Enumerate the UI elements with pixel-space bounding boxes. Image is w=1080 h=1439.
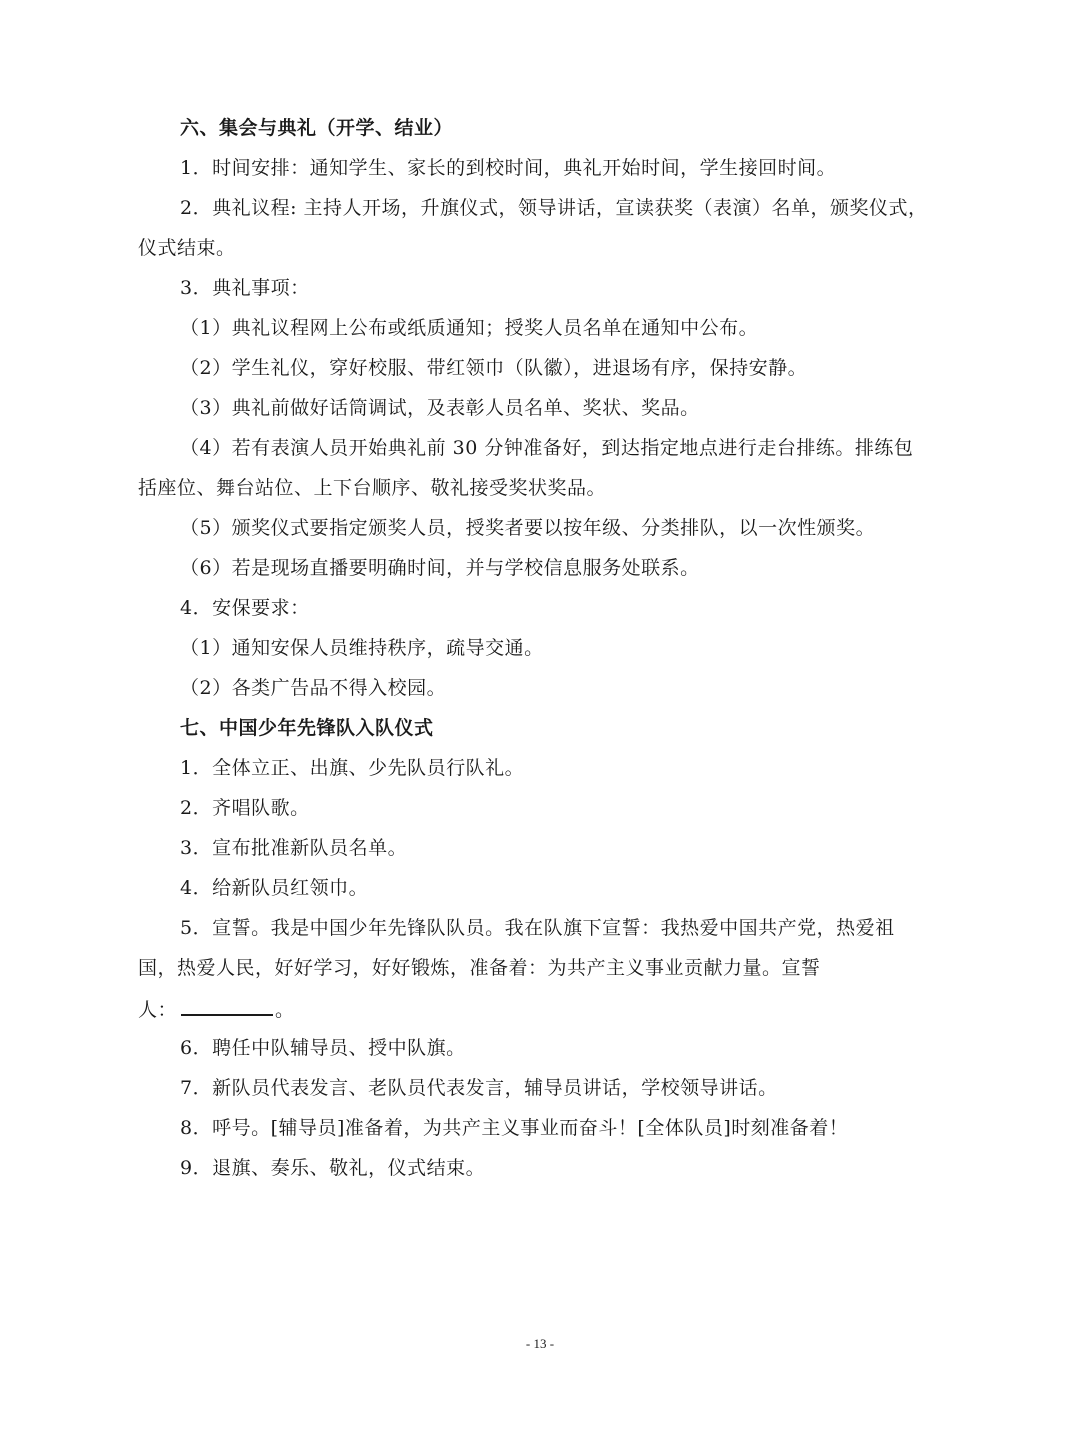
section-7-item-8: 8．呼号。[辅导员]准备着，为共产主义事业而奋斗！[全体队员]时刻准备着！ bbox=[180, 1117, 849, 1139]
section-7-item-3: 3．宣布批准新队员名单。 bbox=[180, 837, 408, 859]
section-6-item-3-sub-2: （2）学生礼仪，穿好校服、带红领巾（队徽），进退场有序，保持安静。 bbox=[180, 357, 808, 379]
section-6-item-4-sub-2: （2）各类广告品不得入校园。 bbox=[180, 677, 447, 699]
section-6-item-3-sub-3: （3）典礼前做好话筒调试，及表彰人员名单、奖状、奖品。 bbox=[180, 397, 700, 419]
section-6-item-4-sub-1: （1）通知安保人员维持秩序，疏导交通。 bbox=[180, 637, 544, 659]
section-7-item-9: 9．退旗、奏乐、敬礼，仪式结束。 bbox=[180, 1157, 486, 1179]
section-6-heading: 六、集会与典礼（开学、结业） bbox=[180, 117, 454, 139]
page-number: - 13 - bbox=[525, 1336, 555, 1351]
oath-name-blank bbox=[181, 996, 273, 1016]
section-6-item-3: 3．典礼事项： bbox=[180, 277, 310, 299]
section-6-item-3-sub-6: （6）若是现场直播要明确时间，并与学校信息服务处联系。 bbox=[180, 557, 700, 579]
section-6-item-4: 4．安保要求： bbox=[180, 597, 310, 619]
section-7-item-5-line-1: 5．宣誓。我是中国少年先锋队队员。我在队旗下宣誓：我热爱中国共产党，热爱祖 bbox=[180, 917, 895, 939]
section-6-item-3-sub-4-line-1: （4）若有表演人员开始典礼前 30 分钟准备好，到达指定地点进行走台排练。排练包 bbox=[180, 437, 914, 459]
section-6-item-2-line-2: 仪式结束。 bbox=[138, 237, 236, 259]
section-7-item-4: 4．给新队员红领巾。 bbox=[180, 877, 369, 899]
section-6-item-3-sub-5: （5）颁奖仪式要指定颁奖人员，授奖者要以按年级、分类排队，以一次性颁奖。 bbox=[180, 517, 876, 539]
section-7-item-5-line-2: 国，热爱人民，好好学习，好好锻炼，准备着：为共产主义事业贡献力量。宣誓 bbox=[138, 957, 821, 979]
oath-person-label: 人： bbox=[138, 999, 178, 1021]
section-7-item-2: 2．齐唱队歌。 bbox=[180, 797, 310, 819]
section-7-item-1: 1．全体立正、出旗、少先队员行队礼。 bbox=[180, 757, 525, 779]
section-6-item-3-sub-1: （1）典礼议程网上公布或纸质通知；授奖人员名单在通知中公布。 bbox=[180, 317, 759, 339]
section-7-item-5-line-3 bbox=[138, 996, 295, 1022]
section-7-item-7: 7．新队员代表发言、老队员代表发言，辅导员讲话，学校领导讲话。 bbox=[180, 1077, 778, 1099]
section-6-item-1: 1．时间安排：通知学生、家长的到校时间，典礼开始时间，学生接回时间。 bbox=[180, 157, 837, 179]
section-6-item-2-line-1: 2．典礼议程: 主持人开场，升旗仪式，领导讲话，宣读获奖（表演）名单，颁奖仪式， bbox=[180, 197, 928, 219]
section-7-heading: 七、中国少年先锋队入队仪式 bbox=[180, 717, 434, 739]
oath-line-end: 。 bbox=[275, 999, 295, 1021]
section-7-item-6: 6．聘任中队辅导员、授中队旗。 bbox=[180, 1037, 466, 1059]
section-6-item-3-sub-4-line-2: 括座位、舞台站位、上下台顺序、敬礼接受奖状奖品。 bbox=[138, 477, 607, 499]
